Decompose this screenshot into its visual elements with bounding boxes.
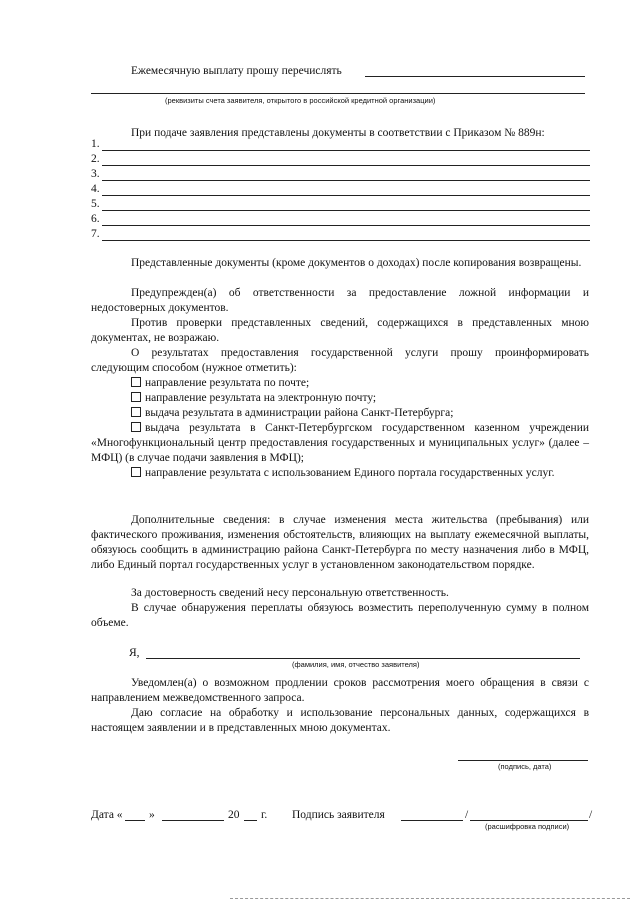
year-suffix: г. [261, 809, 268, 821]
document-number-5: 5. [91, 198, 100, 210]
notified-paragraph: Уведомлен(а) о возможном продлении сроков рассмотрения моего обращения в связи с направлением межведомственного запроса. [91, 677, 589, 704]
date-close-quote: » [149, 809, 155, 821]
page-cut-line [230, 898, 630, 899]
checkbox-mfc[interactable] [131, 422, 141, 432]
document-number-4: 4. [91, 183, 100, 195]
document-number-6: 6. [91, 213, 100, 225]
checkbox-administration[interactable] [131, 407, 141, 417]
returned-paragraph: Представленные документы (кроме документов о доходах) после копирования возвращены. [131, 257, 582, 269]
checkbox-email[interactable] [131, 392, 141, 402]
date-year-field[interactable] [244, 820, 257, 821]
option-email[interactable] [91, 391, 589, 406]
option-mfc-label: выдача результата в Санкт-Петербургском государственном казенном учреждении «Многофункциональный центр предоставления государственных и муниципальных услуг» (далее – МФЦ) (в случае подачи заявления в МФЦ); [91, 422, 589, 464]
document-line-7[interactable] [102, 240, 590, 241]
warned-paragraph: Предупрежден(а) об ответственности за предоставление ложной информации и недостоверных документов. [91, 287, 589, 314]
document-line-6[interactable] [102, 225, 590, 226]
option-mail-label: направление результата по почте; [145, 377, 310, 389]
signature-separator-1: / [465, 809, 469, 821]
documents-intro: При подаче заявления представлены документы в соответствии с Приказом № 889н: [131, 127, 545, 139]
checkbox-mail[interactable] [131, 377, 141, 387]
option-mail[interactable] [91, 376, 589, 391]
signature-date-caption: (подпись, дата) [498, 762, 552, 771]
document-number-7: 7. [91, 228, 100, 240]
no-objection-paragraph: Против проверки представленных сведений, содержащихся в представленных мною документах, не возражаю. [91, 317, 589, 344]
responsibility-paragraph: За достоверность сведений несу персональную ответственность. [131, 587, 449, 599]
checkbox-portal[interactable] [131, 467, 141, 477]
additional-info-paragraph: Дополнительные сведения: в случае изменения места жительства (пребывания) или фактического проживания, изменения обстоятельств, влияющих на выплату ежемесячной выплаты, обязуюсь сообщить в администрацию района Санкт-Петербурга по месту назначения либо в МФЦ, либо Единый портал государственных услуг в установленном законодательством порядке. [91, 514, 589, 571]
signature-separator-2: / [589, 809, 593, 821]
account-caption: (реквизиты счета заявителя, открытого в российской кредитной организации) [165, 96, 436, 105]
applicant-signature-field[interactable] [401, 820, 463, 821]
date-month-field[interactable] [162, 820, 224, 821]
signature-label: Подпись заявителя [292, 809, 385, 821]
option-administration[interactable] [91, 406, 589, 421]
personal-data-paragraph: Даю согласие на обработку и использование персональных данных, содержащихся в настоящем заявлении и в представленных мною документах. [91, 707, 589, 734]
option-administration-label: выдача результата в администрации района Санкт-Петербурга; [145, 407, 454, 419]
document-number-2: 2. [91, 153, 100, 165]
date-day-field[interactable] [125, 820, 145, 821]
decode-caption: (расшифровка подписи) [485, 822, 570, 831]
option-portal-label: направление результата с использованием Единого портала государственных услуг. [145, 467, 555, 479]
document-line-2[interactable] [102, 165, 590, 166]
signer-name-line[interactable] [146, 658, 580, 659]
signature-decode-field[interactable] [470, 820, 588, 821]
document-line-3[interactable] [102, 180, 590, 181]
document-line-1[interactable] [102, 150, 590, 151]
option-email-label: направление результата на электронную почту; [145, 392, 377, 404]
document-number-1: 1. [91, 138, 100, 150]
account-field-line-1[interactable] [365, 76, 585, 77]
signer-prefix: Я, [129, 647, 140, 659]
notify-intro-paragraph: О результатах предоставления государственной услуги прошу проинформировать следующим способом (нужное отметить): [91, 347, 589, 374]
document-number-3: 3. [91, 168, 100, 180]
payment-request-label: Ежемесячную выплату прошу перечислять [131, 65, 342, 77]
account-field-line-2[interactable] [91, 93, 585, 94]
signer-caption: (фамилия, имя, отчество заявителя) [292, 660, 420, 669]
date-label: Дата « [91, 809, 123, 821]
overpayment-paragraph: В случае обнаружения переплаты обязуюсь возместить переполученную сумму в полном объеме. [91, 602, 589, 629]
option-portal[interactable] [91, 466, 589, 481]
document-line-4[interactable] [102, 195, 590, 196]
signature-date-line[interactable] [458, 760, 588, 761]
document-line-5[interactable] [102, 210, 590, 211]
year-prefix: 20 [228, 809, 240, 821]
option-mfc[interactable] [91, 421, 589, 466]
